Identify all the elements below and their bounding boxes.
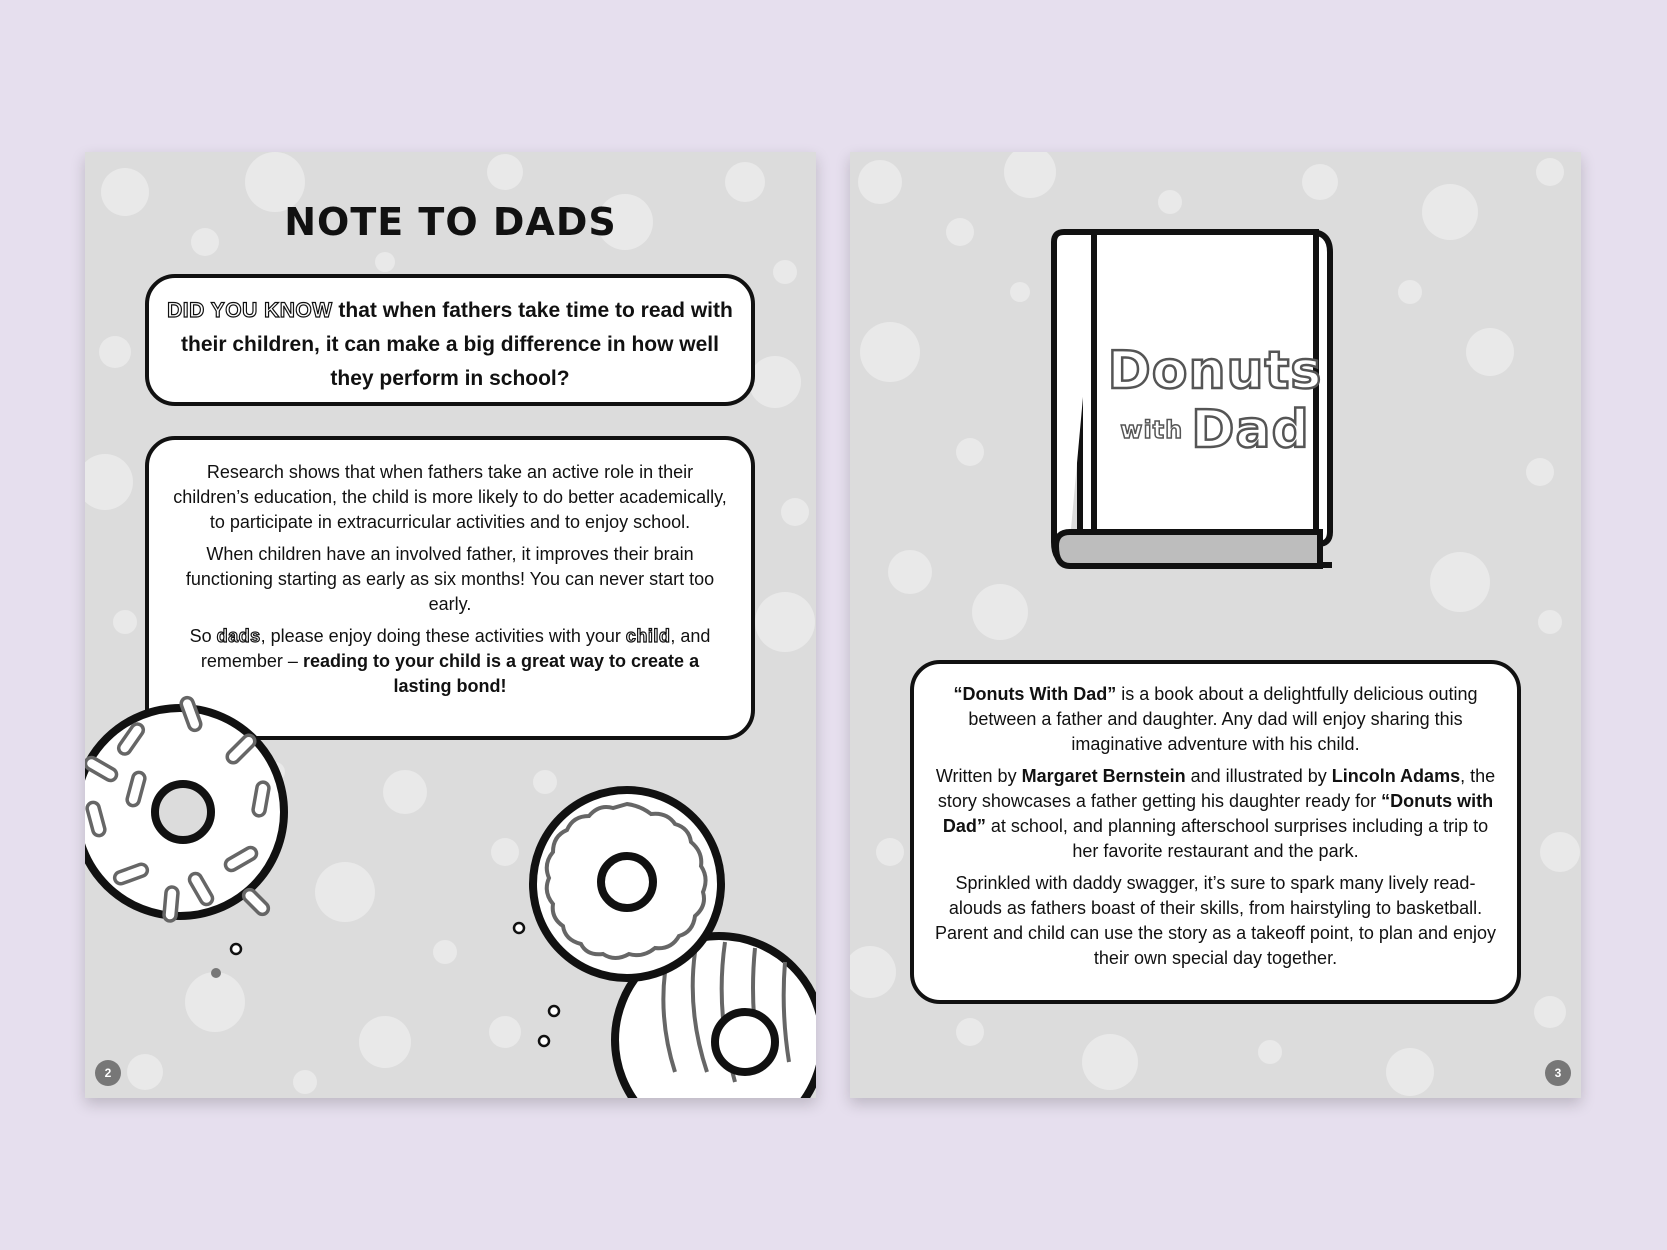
event-name: “Donuts with Dad” [942,791,1494,836]
bond-message: reading to your child is a great way to create a lasting bond! [302,651,700,696]
about-paragraph-2 [934,764,1497,864]
p3-part-b: , please enjoy doing these activities with your [260,626,626,646]
about-p2-d: at school, and planning afterschool surprises including a trip to her favorite restaurant and the park. [985,816,1489,861]
book-title-donuts: Donuts [1107,341,1323,401]
about-book-box [910,660,1521,1004]
right-page [850,152,1581,1098]
page-number: 2 [95,1060,121,1086]
did-you-know-text: that when fathers take time to read with their children, it can make a big difference in how well they perform in school? [181,299,733,390]
p3-part-c: , and remember – [200,626,711,671]
page-title: NOTE TO DADS [284,200,617,244]
did-you-know-label: DID YOU KNOW [167,299,333,322]
about-p2-a: Written by [935,766,1022,786]
research-paragraph-2: When children have an involved father, it improves their brain functioning starting as early as six months! You can never start too early. [185,544,715,614]
about-p2-b: and illustrated by [1185,766,1332,786]
dads-word: dads [216,626,261,646]
about-p2-c: , the story showcases a father getting his daughter ready for [937,766,1496,811]
page-number: 3 [1545,1060,1571,1086]
glazed-donuts-illustration [85,152,816,1098]
about-paragraph-3: Sprinkled with daddy swagger, it’s sure to spark many lively read-alouds as fathers boast of their skills, from hairstyling to basketball. Parent and child can use the story as a takeoff point, to plan and enjoy their own special day together. [934,873,1497,968]
author-name: Margaret Bernstein [1021,766,1186,786]
book-title-with: with [1120,416,1184,444]
about-paragraph-1 [934,682,1497,757]
book-cover-title [1090,342,1340,460]
illustrator-name: Lincoln Adams [1331,766,1461,786]
left-page [85,152,816,1098]
research-paragraph-1: Research shows that when fathers take an active role in their children’s education, the child is more likely to do better academically, to participate in extracurricular activities and to enjoy school. [173,462,727,532]
book-title-dad: Dad [1191,400,1310,460]
child-word: child [625,626,671,646]
about-p1-text: is a book about a delightfully delicious outing between a father and daughter. Any dad will enjoy sharing this imaginative adventure with his child. [968,684,1478,754]
p3-part-a: So [189,626,217,646]
book-name: “Donuts With Dad” [953,684,1117,704]
